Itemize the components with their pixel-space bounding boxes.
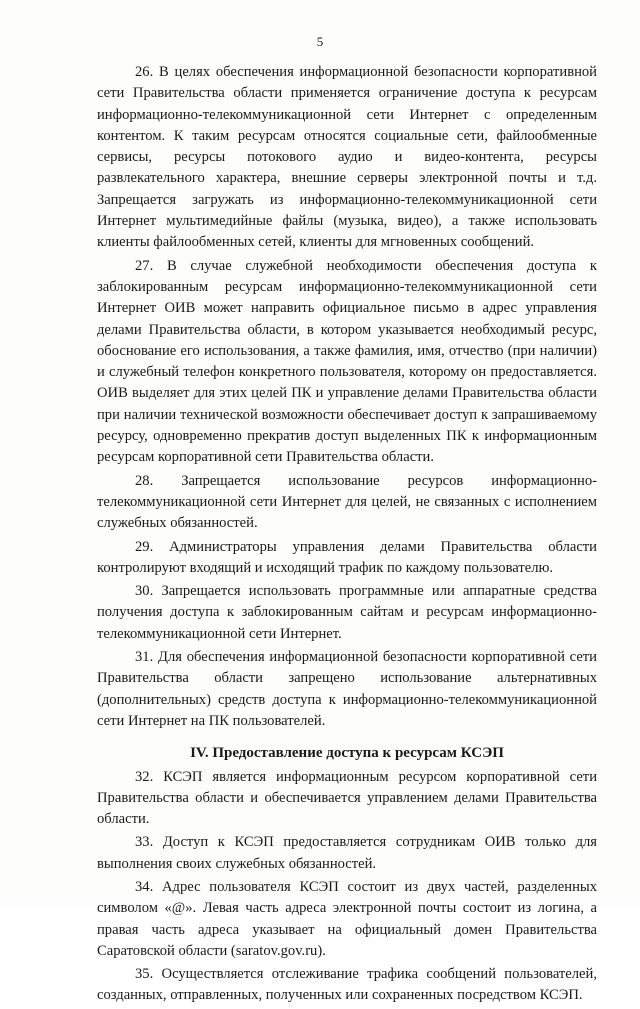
document-body xyxy=(97,62,597,1009)
paragraph-26: 26. В целях обеспечения информационной безопасности корпоративной сети Правительства области применяется ограничение доступа к ресурсам информационно-телекоммуникационной сети Интернет с определенным контентом. К таким ресурсам относятся социальные сети, файлообменные сервисы, ресурсы потокового аудио и видео-контента, ресурсы развлекательного характера, внешние серверы электронной почты и т.д. Запрещается загружать из информационно-телекоммуникационной сети Интернет мультимедийные файлы (музыка, видео), а также использовать клиенты файлообменных сетей, клиенты для мгновенных сообщений. xyxy=(97,64,597,251)
paragraph-35: 35. Осуществляется отслеживание трафика сообщений пользователей, созданных, отправленных, полученных или сохраненных посредством КСЭП. xyxy=(97,966,597,1004)
paragraph-32: 32. КСЭП является информационным ресурсом корпоративной сети Правительства области и обеспечивается управлением делами Правительства области. xyxy=(97,768,597,828)
section-heading: IV. Предоставление доступа к ресурсам КСЭП xyxy=(190,745,504,762)
paragraph-30: 30. Запрещается использовать программные или аппаратные средства получения доступа к заблокированным сайтам и ресурсам информационно-телекоммуникационной сети Интернет. xyxy=(97,583,597,642)
paragraph-33: 33. Доступ к КСЭП предоставляется сотрудникам ОИВ только для выполнения своих служебных обязанностей. xyxy=(97,834,597,872)
paragraph-34: 34. Адрес пользователя КСЭП состоит из двух частей, разделенных символом «@». Левая часть адреса электронной почты состоит из логина, а правая часть адреса указывает на официальный домен Правительства Саратовской области (saratov.gov.ru). xyxy=(97,878,597,959)
paragraph-28: 28. Запрещается использование ресурсов информационно-телекоммуникационной сети Интернет для целей, не связанных с исполнением служебных обязанностей. xyxy=(97,472,597,532)
paragraph-29: 29. Администраторы управления делами Правительства области контролируют входящий и исходящий трафик по каждому пользователю. xyxy=(97,538,597,576)
page-number: 5 xyxy=(316,34,324,49)
paragraph-31: 31. Для обеспечения информационной безопасности корпоративной сети Правительства области запрещено использование альтернативных (дополнительных) средств доступа к информационно-телекоммуникационной сети Интернет на ПК пользователей. xyxy=(97,649,597,729)
paragraph-27: 27. В случае служебной необходимости обеспечения доступа к заблокированным ресурсам информационно-телекоммуникационной сети Интернет ОИВ может направить официальное письмо в адрес управления делами Правительства области, в котором указывается необходимый ресурс, обоснование его использования, а также фамилия, имя, отчество (при наличии) и служебный телефон конкретного пользователя, которому он предоставляется. ОИВ выделяет для этих целей ПК и управление делами Правительства области при наличии технической возможности обеспечивает доступ к запрашиваемому ресурсу, одновременно прекратив доступ выделенных ПК к информационным ресурсам корпоративной сети Правительства области. xyxy=(97,257,597,466)
